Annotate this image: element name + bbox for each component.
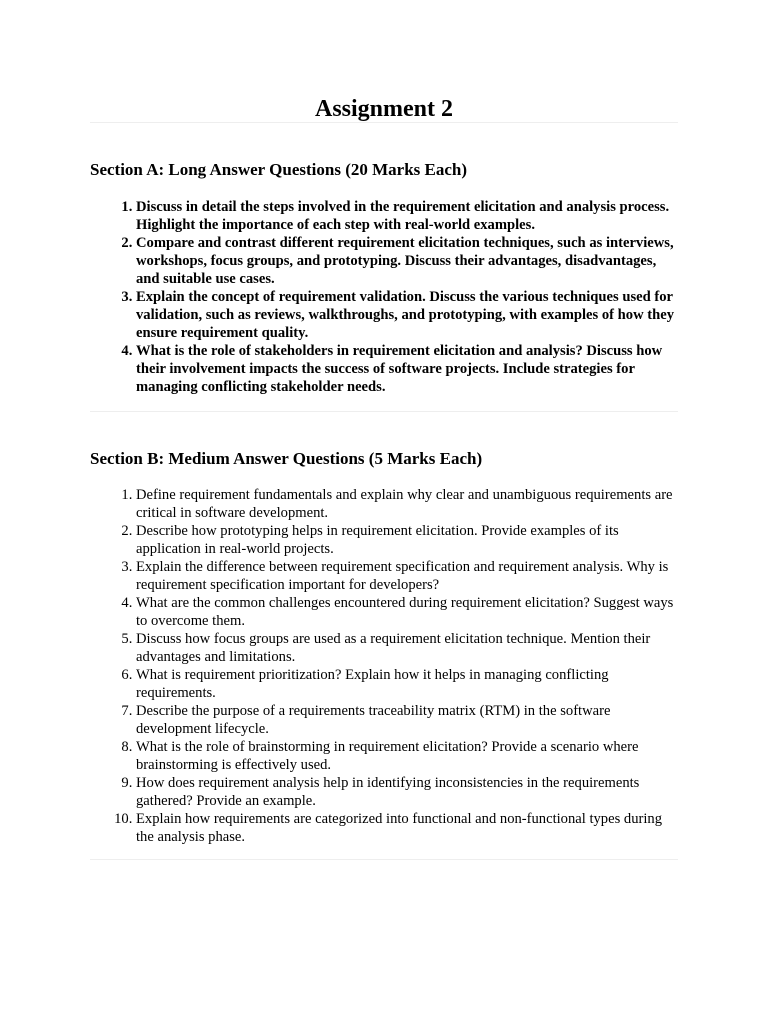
section-b-question-9: 9. How does requirement analysis help in identifying inconsistencies in the requirements gathered? Provide an example. [136, 774, 678, 810]
section-b-question-8: 8. What is the role of brainstorming in requirement elicitation? Provide a scenario where brainstorming is effectively used. [136, 738, 678, 774]
section-b-question-list [90, 486, 678, 846]
section-a-divider [90, 411, 678, 412]
section-a-question-3: 3. Explain the concept of requirement validation. Discuss the various techniques used for validation, such as reviews, walkthroughs, and prototyping, with examples of how they ensure requirement quality. [136, 288, 678, 342]
section-b-question-3: 3. Explain the difference between requirement specification and requirement analysis. Why is requirement specification important for developers? [136, 558, 678, 594]
section-b-divider [90, 859, 678, 860]
section-b-question-7: 7. Describe the purpose of a requirements traceability matrix (RTM) in the software development lifecycle. [136, 702, 678, 738]
section-b-question-2: 2. Describe how prototyping helps in requirement elicitation. Provide examples of its application in real-world projects. [136, 522, 678, 558]
section-b-heading: Section B: Medium Answer Questions (5 Marks Each) [90, 449, 483, 468]
section-b-question-6: 6. What is requirement prioritization? Explain how it helps in managing conflicting requirements. [136, 666, 678, 702]
document-title: Assignment 2 [314, 96, 453, 122]
section-a-question-list [90, 198, 678, 396]
title-divider [90, 122, 678, 123]
section-a-question-2: 2. Compare and contrast different requirement elicitation techniques, such as interviews, workshops, focus groups, and prototyping. Discuss their advantages, disadvantages, and suitable use cases. [136, 234, 678, 288]
section-b-question-10: 10. Explain how requirements are categorized into functional and non-functional types during the analysis phase. [136, 810, 678, 846]
section-a-question-4: 4. What is the role of stakeholders in requirement elicitation and analysis? Discuss how their involvement impacts the success of software projects. Include strategies for managing conflicting stakeholder needs. [136, 342, 678, 396]
section-a-question-1: 1. Discuss in detail the steps involved in the requirement elicitation and analysis process. Highlight the importance of each step with real-world examples. [136, 198, 678, 234]
section-b-question-4: 4. What are the common challenges encountered during requirement elicitation? Suggest ways to overcome them. [136, 594, 678, 630]
section-a-heading: Section A: Long Answer Questions (20 Marks Each) [90, 160, 468, 179]
section-b-question-5: 5. Discuss how focus groups are used as a requirement elicitation technique. Mention their advantages and limitations. [136, 630, 678, 666]
section-b-question-1: 1. Define requirement fundamentals and explain why clear and unambiguous requirements are critical in software development. [136, 486, 678, 522]
